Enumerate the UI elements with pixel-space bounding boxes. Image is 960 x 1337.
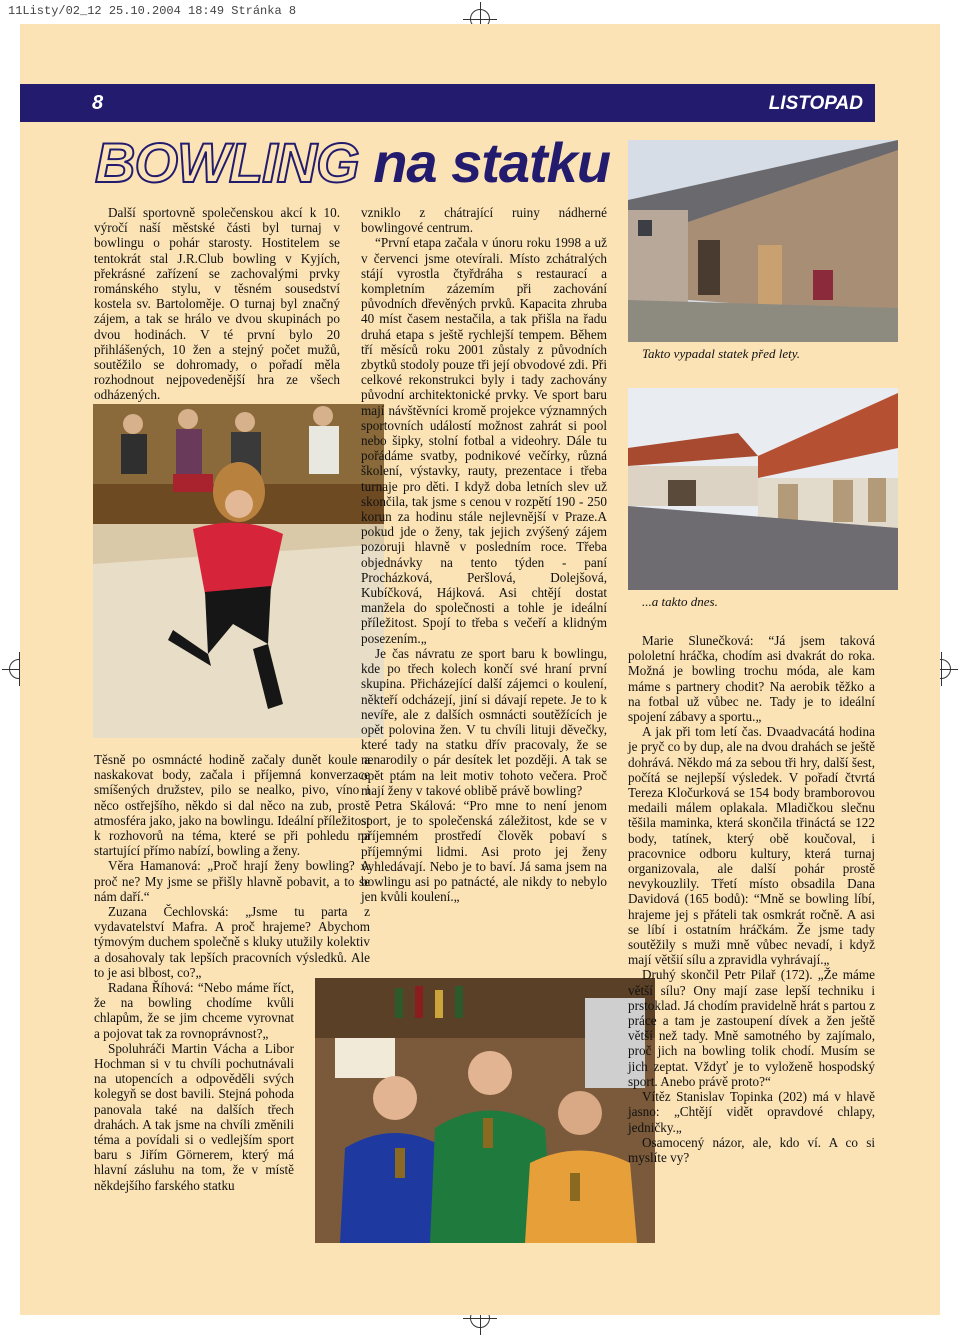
photo-farmstead-today (628, 388, 898, 590)
paragraph-results: A jak při tom letí čas. Dvaadvacátá hodina je pryč co by dup, ale na dvou drahách se ještě dohrává. Někdo má za sebou tři hry, další šest, počítá se nejlepší výsledek. V pořadí čtvrtá Tereza Kločurková se 154 body bramborovou medaili málem oplakala. Mladičkou slečnu těšila maminka, která skončila třináctá se 122 body, tatínek, který obě koučoval, i pracovnice odboru kultury, která turnaj organizovala, ale další pohár prostě nevykouzlily. Třetí místo obsadila Dana Davidová (165 bodů): “Mně se bowling líbí, hrajeme jej s přáteli tak osmkrát ročně. A asi se líbí i ostatním hráčkám. Že jsme tady soutěžily s muži mně vůbec nevadí, i když mají většií sílu a zpravidla vyhrávají.„ (628, 724, 875, 968)
paragraph-intro: Další sportovně společenskou akcí k 10. výročí naší městské části byl turnaj v bowlingu o pohár starosty. Hostitelem se tentokrát stal J.R.Club bowling v Kyjích, překrásné zařízení se zachovalými prvky románského stylu, v těsném sousedství kostela sv. Bartoloměje. O turnaj byl značný zájem, a tak se hrálo ve dvou skupinách po dvou hodinách. V té první bylo 20 přihlášených, 10 žen a stejný počet mužů, soutěžilo se dohromady, o pořadí měla rozhodnout nejpovedenější hra ze všech odházených. (94, 205, 340, 403)
paragraph-second-group: Je čas návratu ze sport baru k bowlingu, kde po třech kolech končí své hraní první skupina. Přicházející další zájemci o koulení, někteří odcházejí, jiní si dávají repete. Je to k nevíře, ale z dalších osmnácti soutěžících je opět polovina žen. V tu chvíli lituji děvečky, které tady na statku dřív pracovaly, že se nenarodily o pár desítek let později. A tak se opět ptám na leit motiv tohoto večera. Proč mají ženy v takové oblibě právě bowling? (361, 645, 607, 798)
article-title (95, 133, 610, 193)
paragraph-quote-skalova: Petra Skálová: “Pro mne to není jenom sport, je to společenská záležitost, kde se v příjemném prostředí člověk pobaví s příjemnými lidmi. Asi proto jej ženy vyhledávají. Nebo je to baví. Já sama jsem na bowlingu asi po patnácté, ale nikdy to nebylo jen kvůli koulení.„ (361, 797, 607, 905)
paragraph-quote-topinka: Vítěz Stanislav Topinka (202) má v hlavě jasno: „Chtějí vidět opravdové chlapy, jedničky.„ (628, 1089, 875, 1135)
article-column-1-continued (94, 752, 370, 1193)
caption-old-farmstead: Takto vypadal statek před lety. (642, 346, 801, 361)
article-column-3 (628, 633, 875, 1165)
paragraph-atmosphere: Těsně po osmnácté hodině začaly dunět koule a naskakovat body, začala i příjemná konverzace smíšených družstev, pilo se nealko, pivo, víno i něco ostřejšího, někdo si dal něco na zub, prostě atmosféra jako, jako na bowlingu. Ideální příležitost k rozhovorů na téma, které se při pohledu na startující přímo nabízí, bowling a ženy. (94, 752, 370, 859)
paragraph-quote-slunecova: Marie Slunečková: “Já jsem taková pololetní hráčka, chodím asi dvakrát do roka. Možná je bowling trochu móda, ale kam máme s partnery chodit? Na aerobik těžko a na fotbal už vůbec ne. Tady je to ideální spojení zábavy a sportu.„ (628, 633, 875, 725)
paragraph-closing: Osamocený názor, ale, kdo ví. A co si myslíte vy? (628, 1134, 875, 1165)
article-column-1 (94, 205, 340, 403)
paragraph-quote-rihova: Radana Říhová: “Nebo máme říct, že na bowling chodíme kvůli chlapům, že se jim chceme vyrovnat a pojovat tak za rovnoprávnost?„ (94, 980, 294, 1041)
section-month: LISTOPAD (768, 93, 863, 114)
paragraph-quote-gorner: “První etapa začala v únoru roku 1998 a už v červenci jsme otevírali. Místo zchátralých stájí vyrostla čtyřdráha s restaurací a kompletním zázemím při zachování původních dřevěných prvků. Kapacita zhruba 40 míst časem nestačila, a tak přišla na řadu druhá etapa s ještě rychlejší tempem. Během tří měsíců roku 2001 zůstaly z původních zbytků stodoly pouze tři její obvodové zdi. Při celkové rekonstrukci byly i tady zachovány původní architektonické prvky. Ve sport baru mají návštěvníci kromě projekce významných sportovních událostí možnost zahrát si pool nebo šipky, stolní fotbal a videohry. Dále tu pořádáme svatby, podnikové večírky, různá školení, výstavky, rauty, prezentace i třeba turnaje pro děti. I když doba letních slev už skončila, tak jsme s cenou v rozpětí 190 - 250 korun za hodinu stále nejlevnější v Praze.A pokud jde o ženy, tak jejich zvýšený zájem pozoruji hlavně v posledním roce. Třeba objednávky na tento týden - paní Procházková, Peršlová, Dolejšová, Kubíčková, Hájková. Asi chtějí dostat manžela do společnosti a tohle je ideální příležitost. Spojí to třeba s večeří a klidným posezením.„ (361, 235, 607, 646)
caption-farmstead-today: ...a takto dnes. (642, 594, 718, 609)
title-part-na-statku: na statku (373, 131, 611, 194)
paragraph-bowling-centre: vzniklo z chátrající ruiny nádherné bowlingové centrum. (361, 205, 607, 236)
photo-old-farmstead (628, 140, 898, 342)
paragraph-quote-hamanova: Věra Hamanová: „Proč hrají ženy bowling? A proč ne? My jsme se přišly hlavně pobavit, a to se nám daří.“ (94, 858, 370, 904)
paragraph-quote-cechlovska: Zuzana Čechlovská: „Jsme tu parta z vydavatelství Mafra. A proč hrajeme? Abychom týmovým duchem společně s kluky utužily kolektiv a dosahovaly tak lepších pracovních výsledků. Ale to je asi blbost, co?„ (94, 904, 370, 980)
photo-woman-bowling (93, 404, 384, 738)
paragraph-teammates: Spoluhráči Martin Vácha a Libor Hochman si v tu chvíli pochutnávali na utopencích a odpověděli svých kolegyň se dost bavili. Stejná pohoda panovala také na dalších třech drahách. A tak jsme na chvíli změnili téma a povídali si o vedlejším sport baru s Jiřím Görnerem, který má hlavní zásluhu na tom, že v místě někdejšího farského statku (94, 1040, 294, 1193)
title-part-bowling: BOWLING (95, 131, 359, 194)
article-column-2 (361, 205, 607, 904)
print-slug: 11Listy/02_12 25.10.2004 18:49 Stránka 8 (8, 4, 297, 18)
page-header-bar (20, 84, 875, 122)
page-number: 8 (92, 92, 104, 114)
paragraph-quote-pilar: Druhý skončil Petr Pilař (172). „Že máme větší sílu? Ony mají zase lepší techniku i prstoklad. Já chodím pravidelně hrát s partou z práce a tam je zastoupení dívek a žen ještě větší než tady. Mně samotného by zajímalo, proč jich na bowling tolik chodí. Musím se jich zeptat. Vždyť je to vyloženě hospodský sport. Anebo právě proto?“ (628, 967, 875, 1089)
